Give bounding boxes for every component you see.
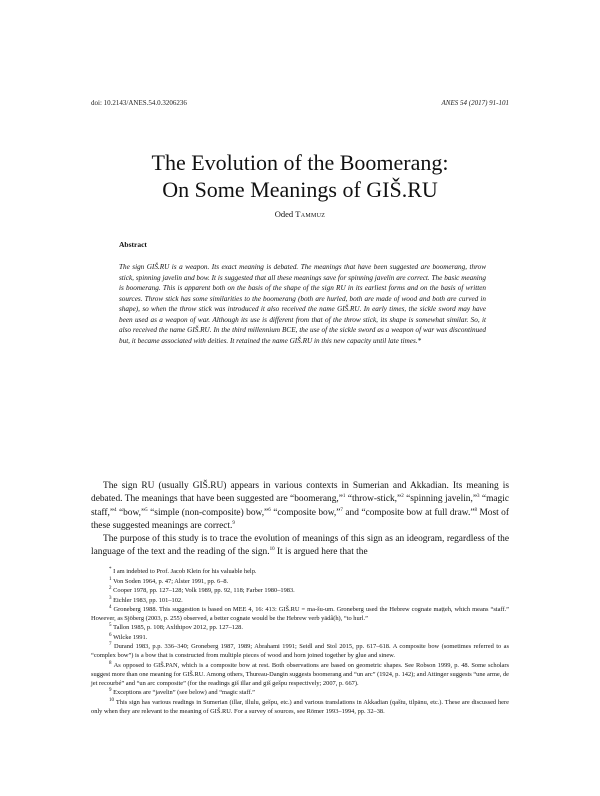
footnote-ref-2: 2 xyxy=(401,494,404,500)
footnote xyxy=(91,624,509,633)
footnote xyxy=(91,699,509,717)
footnote-mark: 8 xyxy=(109,660,112,666)
footnote-ref-7: 7 xyxy=(340,507,343,513)
p1-seg-i: Most of these suggested meanings are correct. xyxy=(91,507,509,531)
p2-seg-b: It is argued here that the xyxy=(274,547,368,558)
footnote-ref-10: 10 xyxy=(269,547,275,553)
p1-seg-g: “composite bow,” xyxy=(270,507,341,518)
paragraph-2 xyxy=(91,533,509,560)
running-header xyxy=(91,99,509,107)
p1-seg-e: “bow,” xyxy=(116,507,146,518)
footnote-mark: * xyxy=(109,566,112,572)
footnote-ref-3: 3 xyxy=(477,494,480,500)
footnote-text: This sign has various readings in Sumerian (illar, illulu, gešpu, etc.) and various translations in Akkadian (qaštu, tilpānu, etc.). These are discussed here only when they are relevant to the meaning of GIŠ.RU. For a survey of sources, see Römer 1993–1994, pp. 32–38. xyxy=(91,698,509,715)
footnote-ref-1: 1 xyxy=(342,494,346,500)
footnote xyxy=(91,634,509,643)
footnote-ref-6: 6 xyxy=(268,507,271,513)
body-text xyxy=(91,480,509,560)
footnote xyxy=(91,597,509,606)
footnote xyxy=(91,689,509,698)
footnote-text: I am indebted to Prof. Jacob Klein for his valuable help. xyxy=(113,568,257,575)
article-title xyxy=(60,149,540,203)
footnote-text: Eichler 1983, pp. 101–102. xyxy=(113,596,183,604)
footnote xyxy=(91,568,509,577)
author-first-name: Oded xyxy=(274,209,294,219)
footnote-text: Tallon 1985, p. 108; Axlthipov 2012, pp. 127–128. xyxy=(113,624,243,632)
footnote-mark: 7 xyxy=(109,642,112,648)
title-line-1: The Evolution of the Boomerang: xyxy=(151,150,449,175)
footnote-mark: 4 xyxy=(109,604,112,610)
author-name xyxy=(60,209,540,219)
paragraph-1 xyxy=(91,480,509,533)
p1-seg-b: “throw-stick,” xyxy=(345,494,402,505)
footnote-text: Groneberg 1988. This suggestion is based on MEE 4, 16: 413: GIŠ.RU = ma-šu-um. Groneberg used the Hebrew cognate maṭṭeh, which means “staff.” However, as Sjöberg (2003, p. 255) observed, a better cognate would be the Hebrew verb yādâ(h), “to hurl.” xyxy=(91,606,509,622)
footnote-ref-5: 5 xyxy=(145,507,148,513)
abstract-heading: Abstract xyxy=(119,240,147,249)
footnote-mark: 10 xyxy=(109,697,114,703)
footnote xyxy=(91,662,509,689)
doi-text: doi: 10.2143/ANES.54.0.3206236 xyxy=(91,99,187,107)
footnote-mark: 6 xyxy=(109,632,112,638)
footnote-text: Von Soden 1964, p. 47; Alster 1991, pp. 6–8. xyxy=(113,577,229,585)
footnote-text: As opposed to GIŠ.PAN, which is a composite bow at rest. Both observations are based on geometric shapes. See Robson 1999, p. 48. Some scholars suggest more than one meaning for GIŠ.RU. Among others, Thureau-Dangin suggests boomerang and “un arc” (1924, p. 142); and Attinger suggests “une arme, de jet recourbé” and “un arc composite” (for the readings giš illar and giš gešpu respectively; 2007, p. 667). xyxy=(91,661,509,687)
footnote-text: Exceptions are “javelin” (see below) and “magic staff.” xyxy=(113,689,255,697)
footnote xyxy=(91,643,509,661)
footnote-ref-4: 4 xyxy=(114,507,117,513)
journal-reference: ANES 54 (2017) 91-101 xyxy=(441,99,509,107)
footnote-mark: 1 xyxy=(109,576,112,582)
footnote-mark: 3 xyxy=(109,595,112,601)
p2-seg-a: The purpose of this study is to trace the evolution of meanings of this sign as an ideogram, regardless of the language of the text and the reading of the sign. xyxy=(91,534,509,558)
abstract-text: The sign GIŠ.RU is a weapon. Its exact meaning is debated. The meanings that have been suggested are boomerang, throw stick, spinning javelin and bow. It is suggested that all these meanings save for spinning javelin are correct. The basic meaning is boomerang. This is apparent both on the basis of the shape of the sign RU in its earliest forms and on the basis of written sources. Throw stick has some similarities to the boomerang (both are hurled, both are made of wood and both are curved in shape), so when the throw stick was introduced it also received the name GIŠ.RU. In early times, the sickle sword may have been used as a weapon of war. Although its use is different from that of the throw stick, its shape is somewhat similar. So, it also received the name GIŠ.RU. In the third millennium BCE, the use of the sickle sword as a weapon of war was discontinued but, it became associated with deities. It retained the name GIŠ.RU in this new capacity until late times.* xyxy=(119,263,486,345)
footnote xyxy=(91,606,509,624)
title-line-2: On Some Meanings of GIŠ.RU xyxy=(162,177,438,202)
footnote-ref-8: 8 xyxy=(474,507,477,513)
p1-seg-d: “magic staff,” xyxy=(91,494,509,518)
author-last-name: Tammuz xyxy=(295,209,326,219)
footnote xyxy=(91,578,509,587)
footnote-text: Wilcke 1991. xyxy=(113,633,148,641)
p1-seg-h: and “composite bow at full draw.” xyxy=(342,507,475,518)
p1-seg-f: “simple (non-composite) bow,” xyxy=(147,507,269,518)
footnote xyxy=(91,587,509,596)
footnote-text: Cooper 1978, pp. 127–128; Volk 1989, pp. 92, 118; Farber 1980–1983. xyxy=(113,587,295,594)
p1-seg-a: The sign RU (usually GIŠ.RU) appears in various contexts in Sumerian and Akkadian. Its meaning is debated. The meanings that have been suggested are “boomerang,” xyxy=(91,481,509,505)
footnote-mark: 2 xyxy=(109,585,112,591)
footnote-ref-9: 9 xyxy=(232,520,235,526)
footnote-mark: 5 xyxy=(109,623,112,629)
p1-seg-c: “spinning javelin,” xyxy=(403,494,477,505)
footnote-text: Durand 1983, p.p. 336–340; Groneberg 1987, 1989; Abrahami 1991; Seidl and Stol 2015, pp. 617–618. A composite bow (sometimes referred to as “complex bow”) is a bow that is constructed from multiple pieces of wood and horn joined together by glue and sinew. xyxy=(91,643,509,660)
footnote-mark: 9 xyxy=(109,688,112,693)
footnotes xyxy=(91,568,509,717)
